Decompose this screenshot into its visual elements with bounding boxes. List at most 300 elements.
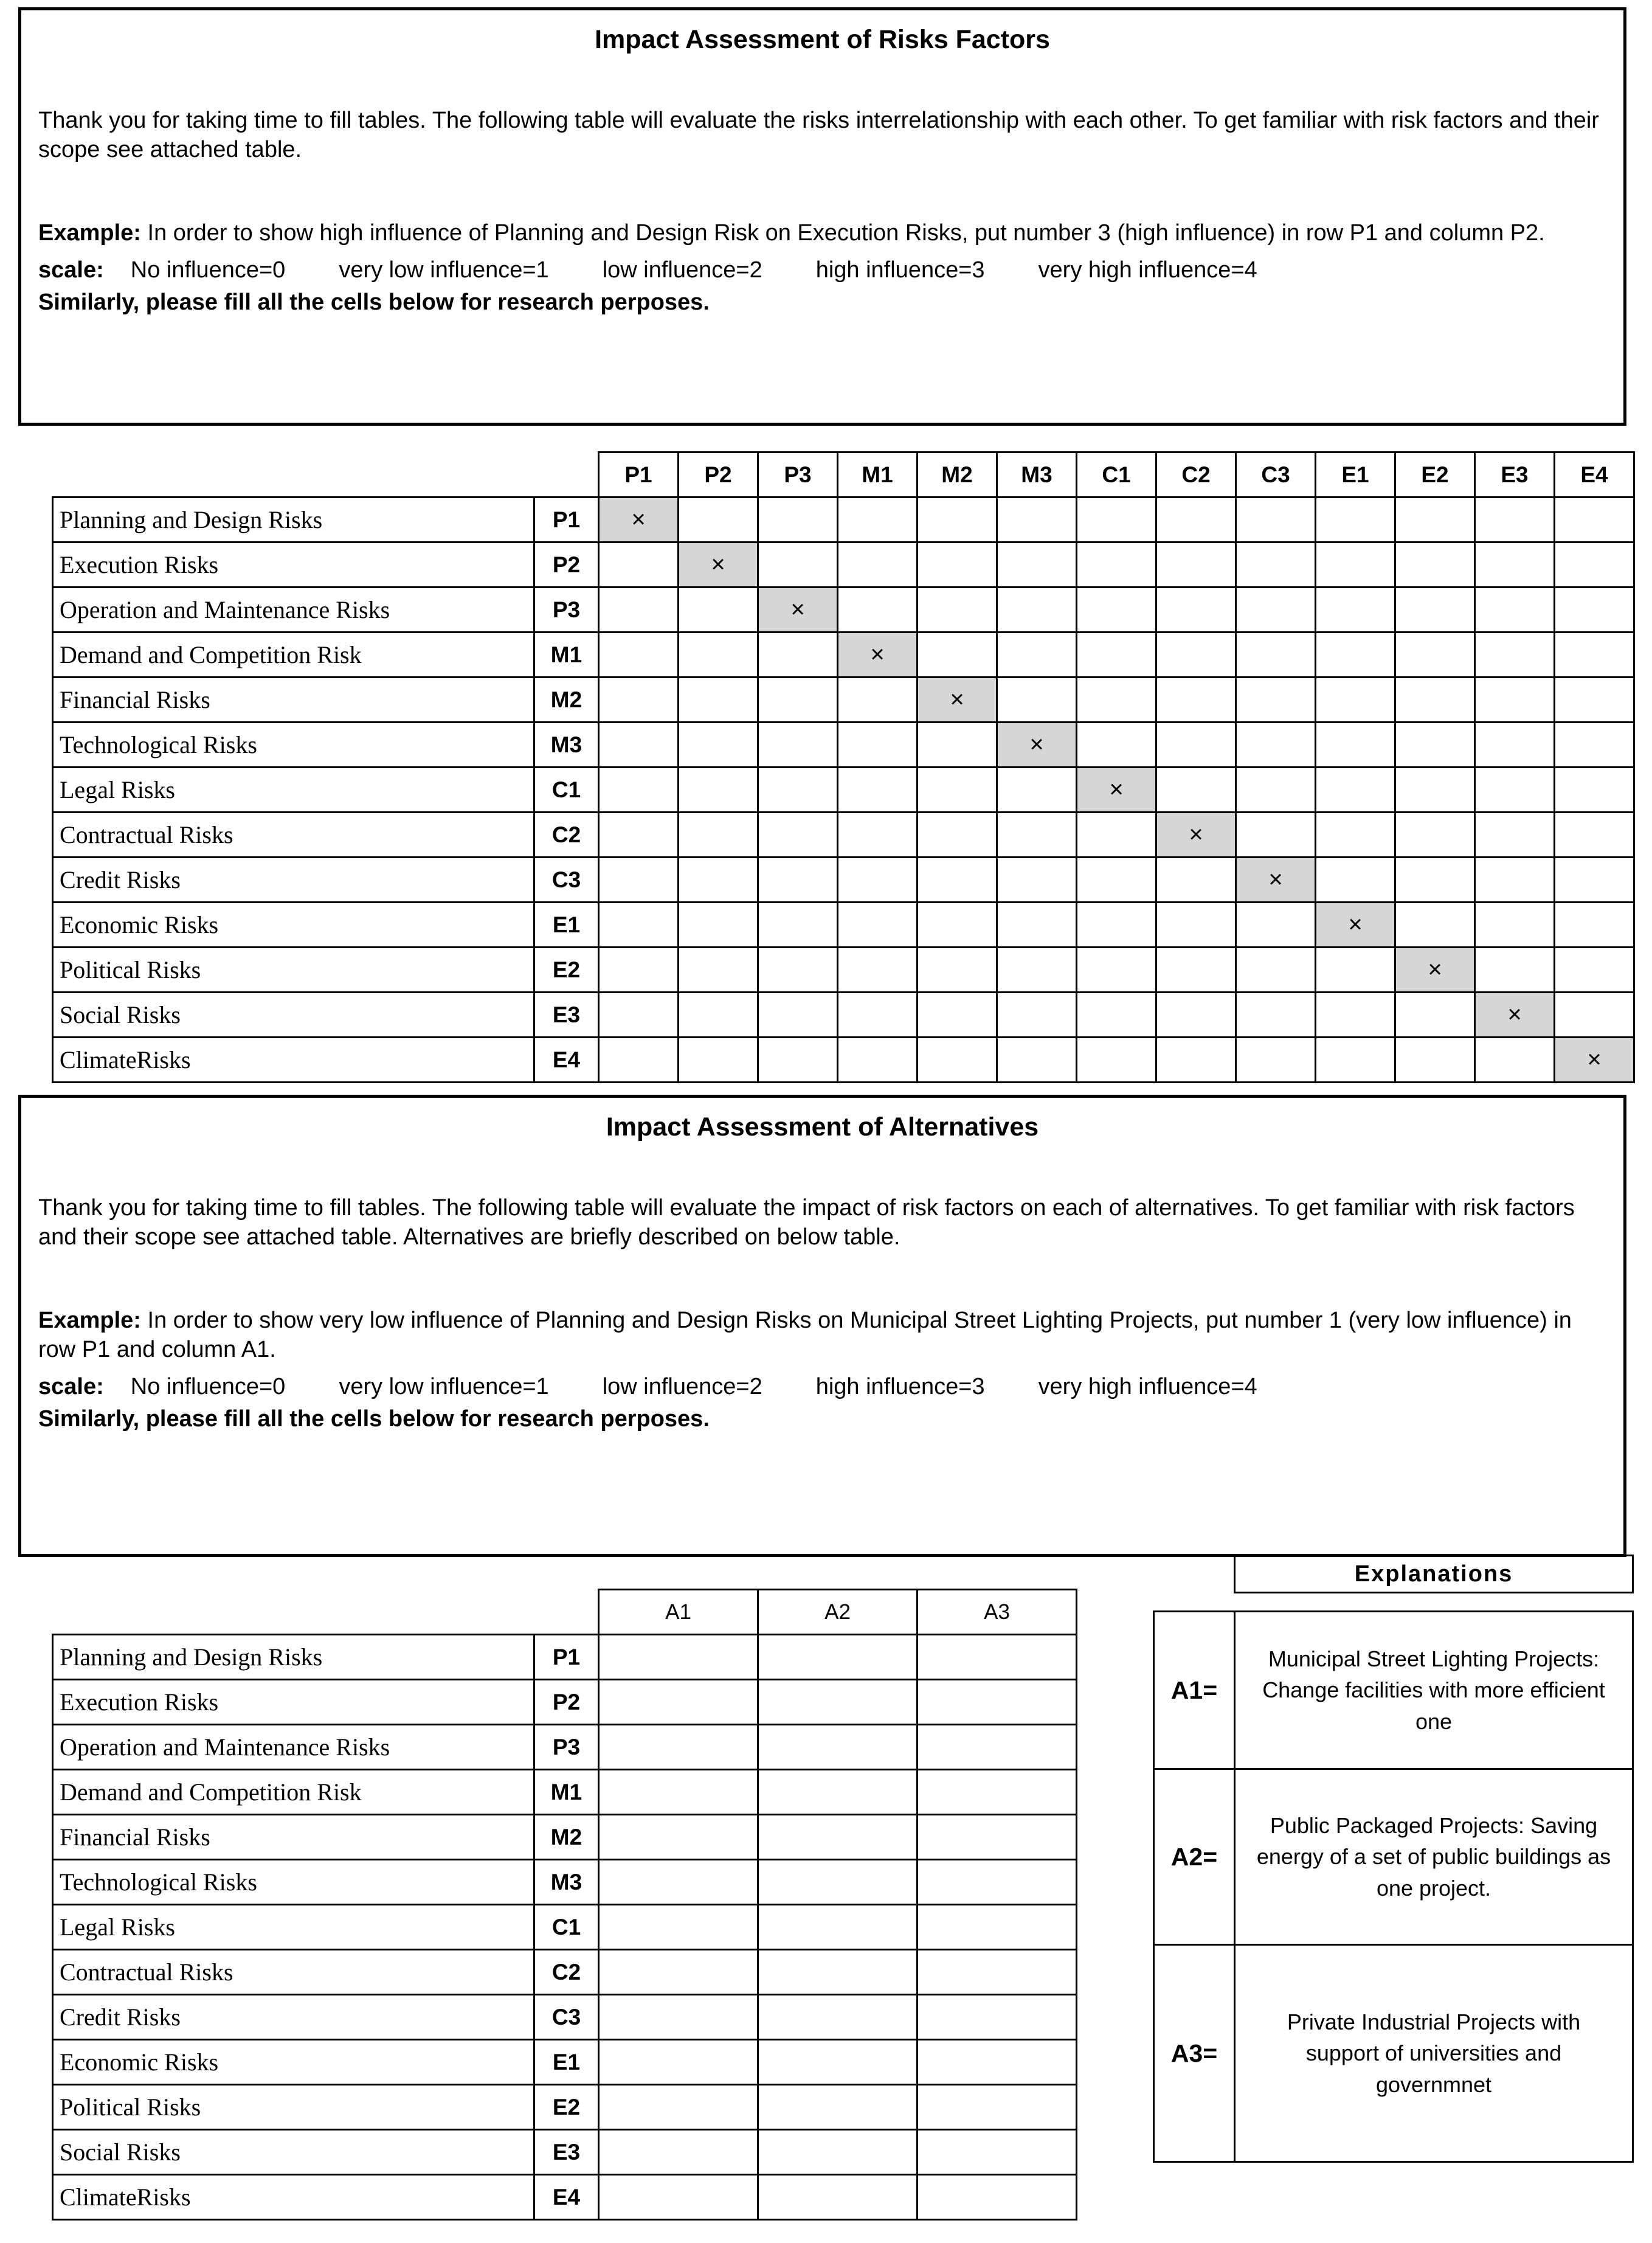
alt-cell-input[interactable] [599, 1995, 758, 2040]
matrix-cell-input[interactable] [1077, 813, 1156, 858]
matrix-cell-input[interactable] [758, 633, 838, 678]
explanation-label: A2= [1153, 1768, 1236, 1946]
matrix-cell-input[interactable] [758, 903, 838, 948]
alt-cell-input[interactable] [918, 1815, 1077, 1860]
matrix-cell-input[interactable] [1156, 723, 1236, 768]
matrix-cell-input[interactable] [1236, 678, 1316, 723]
explanation-label: A3= [1153, 1944, 1236, 2163]
matrix-col-header: E1 [1316, 452, 1395, 497]
matrix-cell-input[interactable] [1395, 813, 1475, 858]
matrix-cell-input[interactable] [599, 768, 679, 813]
matrix-row [53, 543, 1634, 588]
matrix-cell-blocked: × [1555, 1038, 1634, 1083]
matrix-cell-input[interactable] [1156, 768, 1236, 813]
matrix-cell-input[interactable] [758, 543, 838, 588]
matrix-cell-input[interactable] [758, 948, 838, 993]
matrix-cell-input[interactable] [918, 723, 997, 768]
matrix-cell-input[interactable] [1236, 1038, 1316, 1083]
matrix-row-label: Credit Risks [53, 858, 534, 903]
scale-item: high influence=3 [815, 1374, 985, 1399]
matrix-cell-input[interactable] [599, 633, 679, 678]
matrix-row [53, 723, 1634, 768]
alternatives-note: Similarly, please fill all the cells below for research perposes. [38, 1406, 710, 1432]
matrix-cell-input[interactable] [1316, 497, 1395, 543]
alt-cell-input[interactable] [918, 2130, 1077, 2175]
alt-cell-input[interactable] [758, 1905, 918, 1950]
alt-cell-input[interactable] [758, 2130, 918, 2175]
alt-row [53, 2085, 1077, 2130]
matrix-col-header: M1 [838, 452, 918, 497]
matrix-cell-input[interactable] [1395, 588, 1475, 633]
matrix-row-code: E3 [534, 993, 599, 1038]
matrix-cell-input[interactable] [1555, 588, 1634, 633]
matrix-cell-input[interactable] [1475, 633, 1555, 678]
matrix-cell-input[interactable] [1156, 588, 1236, 633]
matrix-row [53, 948, 1634, 993]
alt-cell-input[interactable] [758, 1950, 918, 1995]
alt-cell-input[interactable] [758, 1860, 918, 1905]
matrix-cell-input[interactable] [1475, 497, 1555, 543]
matrix-cell-input[interactable] [1475, 903, 1555, 948]
matrix-cell-input[interactable] [599, 813, 679, 858]
matrix-cell-input[interactable] [918, 858, 997, 903]
matrix-cell-input[interactable] [1555, 993, 1634, 1038]
matrix-row [53, 993, 1634, 1038]
matrix-cell-input[interactable] [918, 993, 997, 1038]
alt-row-code: E3 [534, 2130, 599, 2175]
matrix-cell-blocked: × [838, 633, 918, 678]
matrix-cell-input[interactable] [1316, 588, 1395, 633]
matrix-cell-input[interactable] [599, 903, 679, 948]
matrix-cell-input[interactable] [838, 813, 918, 858]
scale-label: scale: [38, 1374, 104, 1399]
alt-row [53, 1905, 1077, 1950]
matrix-cell-input[interactable] [1475, 768, 1555, 813]
matrix-cell-input[interactable] [679, 903, 758, 948]
matrix-cell-input[interactable] [679, 678, 758, 723]
matrix-cell-input[interactable] [1316, 993, 1395, 1038]
matrix-cell-input[interactable] [918, 633, 997, 678]
alt-row [53, 2040, 1077, 2085]
alt-cell-input[interactable] [918, 1995, 1077, 2040]
matrix-cell-input[interactable] [1316, 723, 1395, 768]
scale-item: high influence=3 [815, 257, 985, 283]
matrix-cell-input[interactable] [1316, 813, 1395, 858]
alt-row [53, 1770, 1077, 1815]
scale-item: very low influence=1 [339, 1374, 549, 1399]
matrix-cell-input[interactable] [1236, 497, 1316, 543]
matrix-header-row [53, 452, 1634, 497]
alt-corner-blank [53, 1590, 599, 1635]
alt-cell-input[interactable] [599, 2175, 758, 2220]
scale-items [104, 1374, 1257, 1399]
matrix-cell-input[interactable] [1316, 858, 1395, 903]
matrix-cell-input[interactable] [1316, 948, 1395, 993]
matrix-cell-input[interactable] [599, 678, 679, 723]
matrix-row [53, 768, 1634, 813]
matrix-cell-input[interactable] [679, 858, 758, 903]
matrix-cell-input[interactable] [1077, 723, 1156, 768]
explanation-row [1153, 1768, 1636, 1946]
alt-cell-input[interactable] [758, 1725, 918, 1770]
matrix-row-code: C3 [534, 858, 599, 903]
alt-row-code: C2 [534, 1950, 599, 1995]
matrix-cell-input[interactable] [838, 858, 918, 903]
matrix-cell-input[interactable] [918, 813, 997, 858]
matrix-cell-input[interactable] [679, 723, 758, 768]
scale-item: low influence=2 [602, 1374, 762, 1399]
alt-cell-input[interactable] [918, 1950, 1077, 1995]
matrix-cell-input[interactable] [1316, 633, 1395, 678]
matrix-cell-input[interactable] [1156, 948, 1236, 993]
alt-header-row [53, 1590, 1077, 1635]
matrix-row-code: E4 [534, 1038, 599, 1083]
matrix-cell-input[interactable] [679, 633, 758, 678]
matrix-cell-input[interactable] [997, 903, 1077, 948]
matrix-cell-input[interactable] [997, 588, 1077, 633]
matrix-cell-input[interactable] [599, 1038, 679, 1083]
alt-cell-input[interactable] [599, 2040, 758, 2085]
alt-row-code: C3 [534, 1995, 599, 2040]
matrix-cell-input[interactable] [1236, 903, 1316, 948]
alt-cell-input[interactable] [599, 1860, 758, 1905]
alt-cell-input[interactable] [599, 2085, 758, 2130]
alt-row-code: E4 [534, 2175, 599, 2220]
matrix-cell-input[interactable] [1077, 948, 1156, 993]
matrix-cell-input[interactable] [1236, 768, 1316, 813]
matrix-cell-input[interactable] [679, 813, 758, 858]
matrix-cell-input[interactable] [1077, 543, 1156, 588]
alternatives-intro: Thank you for taking time to fill tables. The following table will evaluate the impact of risk factors on each of alternatives. To get familiar with risk factors and their scope see attached table. Alternatives are briefly described on below table. [38, 1195, 1575, 1250]
matrix-cell-input[interactable] [1156, 633, 1236, 678]
risk-factors-scale-line [38, 257, 1606, 283]
alt-row [53, 1815, 1077, 1860]
alt-cell-input[interactable] [758, 1680, 918, 1725]
alt-cell-input[interactable] [599, 1770, 758, 1815]
alt-cell-input[interactable] [918, 1635, 1077, 1680]
matrix-cell-input[interactable] [599, 588, 679, 633]
scale-label: scale: [38, 257, 104, 283]
matrix-cell-input[interactable] [599, 948, 679, 993]
matrix-cell-input[interactable] [1555, 678, 1634, 723]
matrix-cell-input[interactable] [1156, 903, 1236, 948]
matrix-cell-input[interactable] [758, 497, 838, 543]
matrix-cell-input[interactable] [997, 948, 1077, 993]
matrix-cell-input[interactable] [1156, 678, 1236, 723]
matrix-cell-input[interactable] [758, 858, 838, 903]
alt-cell-input[interactable] [918, 1905, 1077, 1950]
matrix-cell-input[interactable] [1156, 497, 1236, 543]
matrix-cell-input[interactable] [918, 903, 997, 948]
matrix-cell-input[interactable] [599, 993, 679, 1038]
matrix-cell-input[interactable] [1316, 678, 1395, 723]
matrix-cell-input[interactable] [1555, 813, 1634, 858]
matrix-cell-input[interactable] [679, 768, 758, 813]
matrix-cell-input[interactable] [997, 858, 1077, 903]
explanation-text: Public Packaged Projects: Saving energy of a set of public buildings as one project. [1234, 1768, 1634, 1946]
matrix-cell-input[interactable] [1236, 993, 1316, 1038]
alt-row-label: Execution Risks [53, 1680, 534, 1725]
alt-cell-input[interactable] [918, 1770, 1077, 1815]
matrix-row-label: Planning and Design Risks [53, 497, 534, 543]
matrix-cell-input[interactable] [1077, 993, 1156, 1038]
matrix-cell-input[interactable] [1395, 858, 1475, 903]
matrix-cell-input[interactable] [997, 813, 1077, 858]
example-label: Example: [38, 1307, 141, 1333]
matrix-cell-input[interactable] [1475, 588, 1555, 633]
matrix-row-code: M2 [534, 678, 599, 723]
matrix-cell-input[interactable] [1395, 678, 1475, 723]
matrix-cell-input[interactable] [1555, 497, 1634, 543]
alt-cell-input[interactable] [599, 1905, 758, 1950]
alt-cell-input[interactable] [599, 1635, 758, 1680]
matrix-cell-input[interactable] [1555, 543, 1634, 588]
alt-col-header: A1 [599, 1590, 758, 1635]
matrix-cell-input[interactable] [1236, 543, 1316, 588]
matrix-cell-input[interactable] [1077, 497, 1156, 543]
matrix-col-header: E2 [1395, 452, 1475, 497]
explanation-text: Private Industrial Projects with support of universities and governmnet [1234, 1944, 1634, 2163]
alt-row-code: P1 [534, 1635, 599, 1680]
matrix-cell-input[interactable] [838, 768, 918, 813]
matrix-cell-blocked: × [1395, 948, 1475, 993]
matrix-col-header: P2 [679, 452, 758, 497]
scale-item: very low influence=1 [339, 257, 549, 283]
matrix-cell-input[interactable] [599, 858, 679, 903]
matrix-cell-input[interactable] [1077, 678, 1156, 723]
alt-row-label: Political Risks [53, 2085, 534, 2130]
alt-row-code: E1 [534, 2040, 599, 2085]
example-label: Example: [38, 220, 141, 246]
alternatives-instructions-box [18, 1095, 1626, 1557]
matrix-cell-input[interactable] [1475, 948, 1555, 993]
scale-item: No influence=0 [130, 1374, 286, 1399]
matrix-cell-blocked: × [1316, 903, 1395, 948]
matrix-cell-input[interactable] [838, 1038, 918, 1083]
matrix-cell-input[interactable] [1475, 813, 1555, 858]
scale-item: low influence=2 [602, 257, 762, 283]
alt-cell-input[interactable] [758, 1995, 918, 2040]
matrix-cell-input[interactable] [758, 813, 838, 858]
matrix-cell-blocked: × [1156, 813, 1236, 858]
matrix-row-label: Social Risks [53, 993, 534, 1038]
matrix-cell-input[interactable] [997, 633, 1077, 678]
matrix-cell-input[interactable] [838, 903, 918, 948]
matrix-row-code: M1 [534, 633, 599, 678]
matrix-row [53, 903, 1634, 948]
matrix-row-label: ClimateRisks [53, 1038, 534, 1083]
matrix-col-header: P1 [599, 452, 679, 497]
matrix-cell-input[interactable] [1077, 633, 1156, 678]
alternatives-table [52, 1589, 1077, 2220]
matrix-cell-input[interactable] [997, 497, 1077, 543]
matrix-cell-input[interactable] [1236, 948, 1316, 993]
matrix-cell-input[interactable] [838, 497, 918, 543]
matrix-row-label: Operation and Maintenance Risks [53, 588, 534, 633]
matrix-cell-input[interactable] [1395, 497, 1475, 543]
matrix-cell-input[interactable] [679, 948, 758, 993]
scale-items [104, 257, 1257, 283]
alt-row [53, 2175, 1077, 2220]
matrix-cell-input[interactable] [1555, 948, 1634, 993]
example-text: In order to show very low influence of Planning and Design Risks on Municipal Street Lighting Projects, put number 1 (very low influence) in row P1 and column A1. [38, 1307, 1572, 1362]
matrix-cell-input[interactable] [1555, 723, 1634, 768]
alternatives-title: Impact Assessment of Alternatives [606, 1112, 1039, 1142]
matrix-cell-input[interactable] [1475, 1038, 1555, 1083]
matrix-cell-input[interactable] [1156, 993, 1236, 1038]
alt-cell-input[interactable] [599, 1950, 758, 1995]
alt-row-code: M2 [534, 1815, 599, 1860]
alt-cell-input[interactable] [918, 1680, 1077, 1725]
alt-cell-input[interactable] [918, 2085, 1077, 2130]
matrix-cell-input[interactable] [1236, 723, 1316, 768]
alt-cell-input[interactable] [599, 1680, 758, 1725]
matrix-cell-input[interactable] [1156, 858, 1236, 903]
matrix-cell-input[interactable] [758, 678, 838, 723]
matrix-cell-input[interactable] [1077, 903, 1156, 948]
matrix-cell-input[interactable] [599, 543, 679, 588]
risk-factors-intro: Thank you for taking time to fill tables. The following table will evaluate the risks interrelationship with each other. To get familiar with risk factors and their scope see attached table. [38, 108, 1599, 163]
matrix-cell-input[interactable] [1395, 768, 1475, 813]
matrix-cell-input[interactable] [1475, 543, 1555, 588]
matrix-col-header: E4 [1555, 452, 1634, 497]
matrix-cell-input[interactable] [838, 678, 918, 723]
matrix-cell-input[interactable] [918, 1038, 997, 1083]
explanations-title: Explanations [1234, 1555, 1634, 1593]
matrix-cell-input[interactable] [758, 723, 838, 768]
matrix-cell-input[interactable] [997, 993, 1077, 1038]
matrix-cell-input[interactable] [679, 497, 758, 543]
alt-row-code: P2 [534, 1680, 599, 1725]
matrix-cell-blocked: × [1236, 858, 1316, 903]
matrix-cell-input[interactable] [1395, 723, 1475, 768]
matrix-row [53, 633, 1634, 678]
matrix-cell-input[interactable] [1555, 768, 1634, 813]
alt-cell-input[interactable] [599, 2130, 758, 2175]
matrix-cell-input[interactable] [997, 678, 1077, 723]
alt-cell-input[interactable] [918, 1860, 1077, 1905]
alt-row [53, 1680, 1077, 1725]
alt-cell-input[interactable] [758, 2085, 918, 2130]
alt-cell-input[interactable] [758, 1770, 918, 1815]
alt-row-label: Operation and Maintenance Risks [53, 1725, 534, 1770]
matrix-cell-input[interactable] [918, 497, 997, 543]
matrix-cell-input[interactable] [1077, 588, 1156, 633]
matrix-cell-input[interactable] [1077, 1038, 1156, 1083]
matrix-cell-input[interactable] [1316, 1038, 1395, 1083]
alt-cell-input[interactable] [599, 1725, 758, 1770]
matrix-cell-input[interactable] [997, 768, 1077, 813]
alt-cell-input[interactable] [758, 1635, 918, 1680]
alt-row-label: ClimateRisks [53, 2175, 534, 2220]
matrix-cell-input[interactable] [1395, 633, 1475, 678]
matrix-row-code: M3 [534, 723, 599, 768]
matrix-cell-input[interactable] [1475, 723, 1555, 768]
matrix-cell-input[interactable] [599, 723, 679, 768]
matrix-cell-input[interactable] [1395, 993, 1475, 1038]
alt-row-label: Credit Risks [53, 1995, 534, 2040]
matrix-cell-input[interactable] [1236, 588, 1316, 633]
matrix-cell-input[interactable] [758, 993, 838, 1038]
matrix-col-header: M3 [997, 452, 1077, 497]
alt-cell-input[interactable] [599, 1815, 758, 1860]
matrix-cell-blocked: × [599, 497, 679, 543]
scale-item: No influence=0 [130, 257, 286, 283]
matrix-cell-input[interactable] [1555, 633, 1634, 678]
matrix-cell-input[interactable] [997, 543, 1077, 588]
matrix-cell-input[interactable] [838, 723, 918, 768]
alt-cell-input[interactable] [758, 2175, 918, 2220]
alt-row [53, 2130, 1077, 2175]
matrix-cell-input[interactable] [1316, 543, 1395, 588]
matrix-corner-blank [53, 452, 599, 497]
matrix-cell-input[interactable] [758, 1038, 838, 1083]
matrix-cell-blocked: × [758, 588, 838, 633]
matrix-cell-input[interactable] [1475, 858, 1555, 903]
matrix-cell-input[interactable] [918, 768, 997, 813]
matrix-cell-input[interactable] [838, 993, 918, 1038]
matrix-cell-input[interactable] [1395, 543, 1475, 588]
alt-row-code: P3 [534, 1725, 599, 1770]
matrix-cell-input[interactable] [1156, 543, 1236, 588]
matrix-cell-input[interactable] [1555, 858, 1634, 903]
risk-factors-example [38, 218, 1606, 248]
alt-row-label: Social Risks [53, 2130, 534, 2175]
matrix-cell-input[interactable] [758, 768, 838, 813]
matrix-cell-input[interactable] [1316, 768, 1395, 813]
matrix-cell-input[interactable] [918, 543, 997, 588]
matrix-cell-input[interactable] [918, 948, 997, 993]
matrix-cell-input[interactable] [679, 993, 758, 1038]
matrix-cell-input[interactable] [918, 588, 997, 633]
alt-cell-input[interactable] [758, 1815, 918, 1860]
matrix-cell-input[interactable] [838, 543, 918, 588]
matrix-cell-input[interactable] [838, 948, 918, 993]
matrix-cell-blocked: × [997, 723, 1077, 768]
alt-cell-input[interactable] [918, 1725, 1077, 1770]
matrix-cell-input[interactable] [1236, 633, 1316, 678]
alt-row-label: Technological Risks [53, 1860, 534, 1905]
matrix-cell-input[interactable] [679, 1038, 758, 1083]
matrix-cell-input[interactable] [679, 588, 758, 633]
matrix-cell-input[interactable] [838, 588, 918, 633]
matrix-cell-input[interactable] [1475, 678, 1555, 723]
explanation-row [1153, 1944, 1636, 2163]
alt-col-header: A2 [758, 1590, 918, 1635]
matrix-row [53, 813, 1634, 858]
alt-row-label: Economic Risks [53, 2040, 534, 2085]
matrix-cell-input[interactable] [1555, 903, 1634, 948]
risk-matrix-table [52, 451, 1635, 1083]
matrix-col-header: C3 [1236, 452, 1316, 497]
matrix-row-label: Political Risks [53, 948, 534, 993]
matrix-cell-input[interactable] [1156, 1038, 1236, 1083]
alt-row-label: Legal Risks [53, 1905, 534, 1950]
matrix-col-header: E3 [1475, 452, 1555, 497]
matrix-cell-input[interactable] [1395, 903, 1475, 948]
matrix-cell-input[interactable] [1077, 858, 1156, 903]
matrix-cell-input[interactable] [1236, 813, 1316, 858]
alt-row [53, 1635, 1077, 1680]
matrix-cell-input[interactable] [1395, 1038, 1475, 1083]
matrix-cell-blocked: × [918, 678, 997, 723]
matrix-cell-input[interactable] [997, 1038, 1077, 1083]
matrix-row [53, 678, 1634, 723]
alt-cell-input[interactable] [758, 2040, 918, 2085]
matrix-row-code: P1 [534, 497, 599, 543]
alt-cell-input[interactable] [918, 2040, 1077, 2085]
alt-cell-input[interactable] [918, 2175, 1077, 2220]
